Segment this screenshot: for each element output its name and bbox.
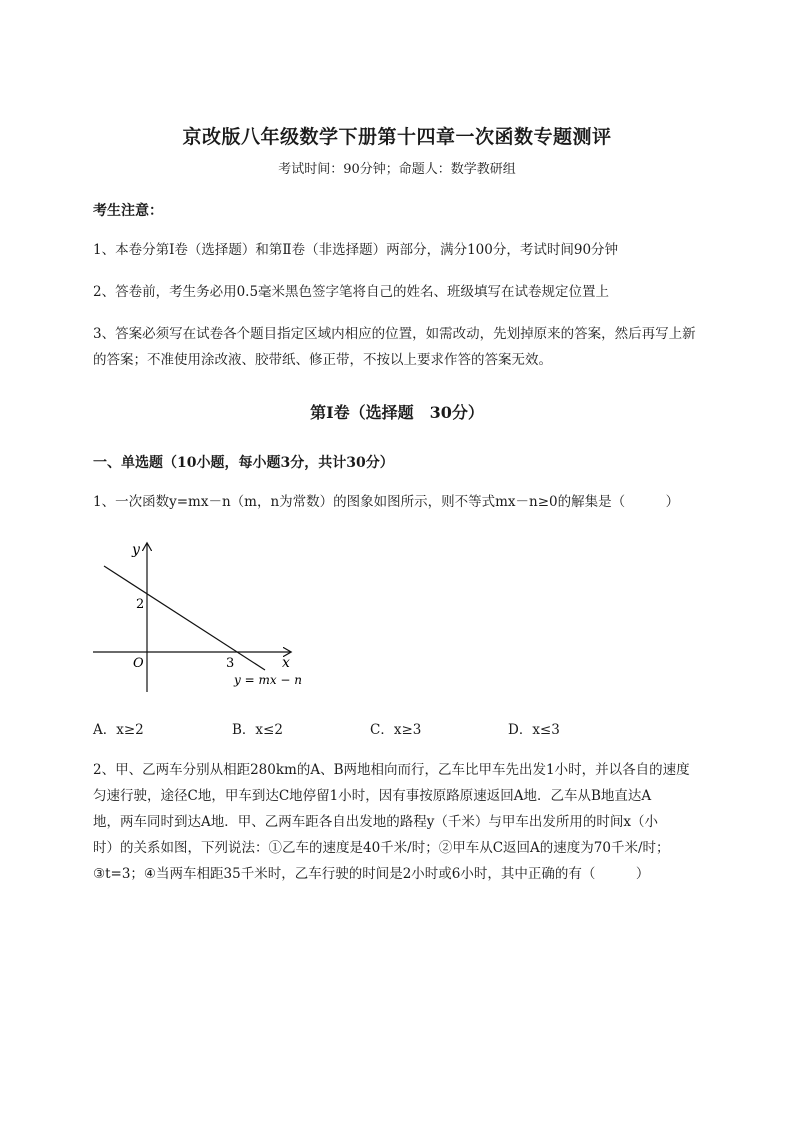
option-b: B．x≤2 xyxy=(232,722,283,738)
line-equation-label: y = mx − n xyxy=(234,673,303,687)
x-axis-label: x xyxy=(282,655,290,671)
question-1-graph xyxy=(90,536,310,700)
option-a: A．x≥2 xyxy=(93,722,144,738)
origin-label: O xyxy=(133,656,144,671)
option-d: D．x≤3 xyxy=(508,722,560,738)
notice-item-2: 2、答卷前，考生务必用0.5毫米黑色签字笔将自己的姓名、班级填写在试卷规定位置上 xyxy=(93,284,610,300)
question-2-line-1: 2、甲、乙两车分别从相距280km的A、B两地相向而行，乙车比甲车先出发1小时，并以各自的速度 xyxy=(93,762,690,778)
notice-heading: 考生注意： xyxy=(93,203,163,219)
y-intercept-label: 2 xyxy=(136,597,145,612)
exam-subtitle: 考试时间：90分钟；命题人：数学教研组 xyxy=(278,162,516,177)
function-line xyxy=(104,566,265,670)
notice-item-1: 1、本卷分第I卷（选择题）和第Ⅱ卷（非选择题）两部分，满分100分，考试时间90分钟 xyxy=(93,242,619,258)
notice-item-3-cont: 的答案；不准使用涂改液、胶带纸、修正带，不按以上要求作答的答案无效。 xyxy=(93,352,552,368)
question-2-line-3: 地，两车同时到达A地．甲、乙两车距各自出发地的路程y（千米）与甲车出发所用的时间x（小 xyxy=(93,814,658,830)
question-2-line-2: 匀速行驶，途径C地，甲车到达C地停留1小时，因有事按原路原速返回A地．乙车从B地直达A xyxy=(93,788,652,804)
section-title: 第I卷（选择题 30分） xyxy=(310,403,484,422)
exam-title: 京改版八年级数学下册第十四章一次函数专题测评 xyxy=(182,126,612,148)
option-c: C．x≥3 xyxy=(370,722,422,738)
question-1-text: 1、一次函数y=mx－n（m，n为常数）的图象如图所示，则不等式mx－n≥0的解集是（ ） xyxy=(93,494,680,510)
question-2-line-4: 时）的关系如图，下列说法：①乙车的速度是40千米/时；②甲车从C返回A的速度为70千米/时； xyxy=(93,840,670,856)
question-2-line-5: ③t=3；④当两车相距35千米时，乙车行驶的时间是2小时或6小时，其中正确的有（ ） xyxy=(93,866,650,882)
part-heading: 一、单选题（10小题，每小题3分，共计30分） xyxy=(93,455,394,471)
notice-item-3: 3、答案必须写在试卷各个题目指定区域内相应的位置，如需改动，先划掉原来的答案，然后再写上新 xyxy=(93,326,696,342)
x-intercept-label: 3 xyxy=(226,656,235,671)
y-axis-label: y xyxy=(132,542,140,558)
